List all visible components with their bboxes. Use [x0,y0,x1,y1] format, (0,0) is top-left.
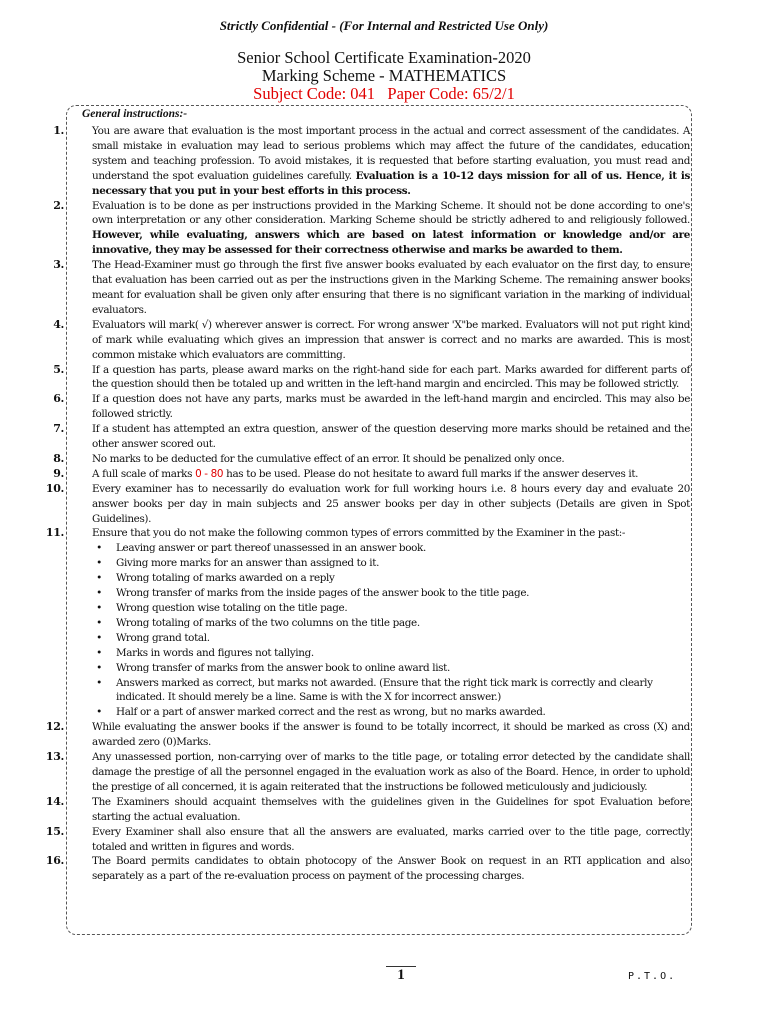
bullet-icon: • [96,661,102,674]
instruction-item [40,854,692,884]
instruction-text [92,750,692,795]
instruction-number: 13. [45,750,64,764]
instruction-item [40,363,692,393]
list-item [92,571,692,586]
instruction-text [92,199,692,259]
bullet-text: Marks in words and figures not tallying. [116,646,314,659]
instruction-number: 15. [45,824,64,838]
instruction-segment: Every examiner has to necessarily do evaluation work for full working hours i.e. 8 hours every day and evaluate 20 answer books per day in main subjects and 25 answer books per day in other subjects (Details are given in Spot Guidelines). [92,482,690,525]
bullet-text: Wrong question wise totaling on the title page. [116,602,348,614]
instruction-number: 12. [45,720,64,734]
instruction-number: 14. [45,794,64,808]
instruction-item [40,199,692,259]
instruction-segment: Evaluation is a 10-12 days mission for all of us. Hence, it is necessary that you put in your best efforts in this process. [92,169,690,197]
instruction-text [92,854,692,884]
bullet-icon: • [96,646,102,659]
general-instructions-heading: General instructions:- [82,108,188,120]
instruction-number: 6. [53,392,64,406]
instruction-segment: A full scale of marks [92,467,196,480]
instruction-item [40,720,692,750]
bullet-text: Wrong totaling of marks of the two columns on the title page. [116,616,420,629]
instruction-text [92,825,692,855]
instruction-item [40,258,692,318]
instruction-number: 8. [53,451,64,465]
instruction-number: 5. [53,362,64,376]
instruction-segment: If a student has attempted an extra question, answer of the question deserving more marks should be retained and the other answer scored out. [92,423,690,451]
marking-scheme-title: Marking Scheme - MATHEMATICS [261,66,507,85]
bullet-icon: • [96,706,102,719]
instruction-number: 3. [53,258,64,272]
instruction-text [92,482,692,527]
bullet-icon: • [96,572,102,585]
bullet-icon: • [96,631,102,644]
instruction-text [92,124,692,199]
list-item [92,616,692,631]
instruction-number: 7. [53,422,64,436]
confidential-banner: Strictly Confidential - (For Internal and Restricted Use Only) [219,18,549,33]
instruction-item [40,318,692,363]
list-item [92,661,692,676]
exam-title: Senior School Certificate Examination-2020 [237,48,531,67]
instruction-segment: If a question does not have any parts, marks must be awarded in the left-hand margin and encircled. This may also be followed strictly. [92,393,690,421]
bullet-text: Wrong transfer of marks from the answer book to online award list. [116,661,450,674]
instruction-segment: Evaluators will mark( √) wherever answer is correct. For wrong answer 'X"be marked. Evaluators will not put right kind of mark while evaluating which gives an impression that answer is correct and no marks are awarded. This is most common mistake which evaluators are committing. [92,318,690,361]
instruction-segment: The Board permits candidates to obtain photocopy of the Answer Book on request in an RTI application and also separately as a part of the re-evaluation process on payment of the processing charges. [92,855,690,883]
marks-range: 0 - 80 [195,467,224,480]
instruction-item [40,750,692,795]
subject-paper-code: Subject Code: 041 Paper Code: 65/2/1 [253,84,515,103]
bullet-icon: • [96,676,102,689]
instruction-text [92,392,692,422]
pto-label: P.T.O. [628,971,677,982]
instructions-list [40,124,692,884]
instruction-text [92,363,692,393]
instruction-number: 9. [53,466,64,480]
instruction-text [92,720,692,750]
instruction-segment: You are aware that evaluation is the most important process in the actual and correct assessment of the candidates. A small mistake in evaluation may lead to serious problems which may affect the future of the candidates, education system and teaching profession. To avoid mistakes, it is requested that before starting evaluation, you must read and understand the spot evaluation guidelines carefully. [92,125,690,182]
bullet-icon: • [96,557,102,570]
instruction-segment: Ensure that you do not make the following common types of errors committed by the Examiner in the past:- [92,527,626,540]
list-item [92,705,692,720]
instruction-segment: Every Examiner shall also ensure that all the answers are evaluated, marks carried over to the title page, correctly totaled and written in figures and words. [92,825,690,853]
instruction-number: 16. [45,854,64,868]
instruction-text [92,795,692,825]
bullet-text: Wrong totaling of marks awarded on a reply [116,572,335,585]
list-item [92,541,692,556]
bullet-text: Wrong transfer of marks from the inside pages of the answer book to the title page. [116,587,530,600]
instruction-number: 1. [53,124,64,137]
instruction-item [40,795,692,825]
instruction-item [40,392,692,422]
instruction-text [92,526,692,541]
list-item [92,556,692,571]
bullet-icon: • [96,542,102,555]
instruction-text [92,318,692,363]
bullet-text: Leaving answer or part thereof unassessed in an answer book. [116,542,426,555]
instruction-text [92,258,692,318]
instruction-number: 11. [45,526,64,540]
instruction-text [92,467,692,482]
bullet-icon: • [96,602,102,614]
list-item [92,676,692,706]
instruction-number: 2. [53,198,64,212]
instruction-segment: No marks to be deducted for the cumulative effect of an error. It should be penalized only once. [92,452,565,465]
bullet-text: Giving more marks for an answer than assigned to it. [116,557,380,570]
instruction-item [40,482,692,527]
instruction-text [92,452,692,467]
instruction-number: 4. [53,317,64,331]
instruction-segment: However, while evaluating, answers which are based on latest information or knowledge and/or are innovative, they may be assessed for their correctness otherwise and marks be awarded to them. [92,229,690,257]
instruction-item [40,124,692,199]
bullet-text: Wrong grand total. [116,631,210,644]
instruction-item [40,452,692,467]
list-item [92,631,692,646]
instruction-segment: While evaluating the answer books if the answer is found to be totally incorrect, it should be marked as cross (X) and awarded zero (0)Marks. [92,721,690,749]
bullet-text: Answers marked as correct, but marks not awarded. (Ensure that the right tick mark is correctly and clearly indicated. It should merely be a line. Same is with the X for incorrect answer.) [116,676,653,704]
instruction-segment: If a question has parts, please award marks on the right-hand side for each part. Marks awarded for different parts of the question should then be totaled up and written in the left-hand margin and encircled. This may be followed strictly. [92,363,690,391]
bullet-icon: • [96,616,102,629]
page-number: 1 [397,967,405,983]
instruction-segment: has to be used. Please do not hesitate to award full marks if the answer deserves it. [223,467,639,480]
bullet-icon: • [96,587,102,600]
instruction-number: 10. [45,481,64,495]
list-item [92,646,692,661]
list-item [92,586,692,601]
instruction-segment: Evaluation is to be done as per instructions provided in the Marking Scheme. It should not be done according to one's own interpretation or any other consideration. Marking Scheme should be strictly adhered to and religiously followed. [92,199,690,227]
instruction-segment: The Head-Examiner must go through the first five answer books evaluated by each evaluator on the first day, to ensure that evaluation has been carried out as per the instructions given in the Marking Scheme. The remaining answer books meant for evaluation shall be given only after ensuring that there is no significant variation in the marking of individual evaluators. [92,259,690,316]
list-item [92,601,692,616]
instruction-item [40,467,692,482]
instruction-item [40,526,692,720]
instruction-item [40,422,692,452]
instruction-text [92,422,692,452]
instruction-segment: The Examiners should acquaint themselves with the guidelines given in the Guidelines for spot Evaluation before starting the actual evaluation. [92,795,690,823]
bullet-text: Half or a part of answer marked correct and the rest as wrong, but no marks awarded. [116,706,546,719]
instruction-segment: Any unassessed portion, non-carrying over of marks to the title page, or totaling error detected by the candidate shall damage the prestige of all the personnel engaged in the evaluation work as also of the Board. Hence, in order to uphold the prestige of all concerned, it is again reiterated that the instructions be followed meticulously and judiciously. [92,751,690,793]
common-errors-list [92,541,692,720]
instruction-item [40,825,692,855]
